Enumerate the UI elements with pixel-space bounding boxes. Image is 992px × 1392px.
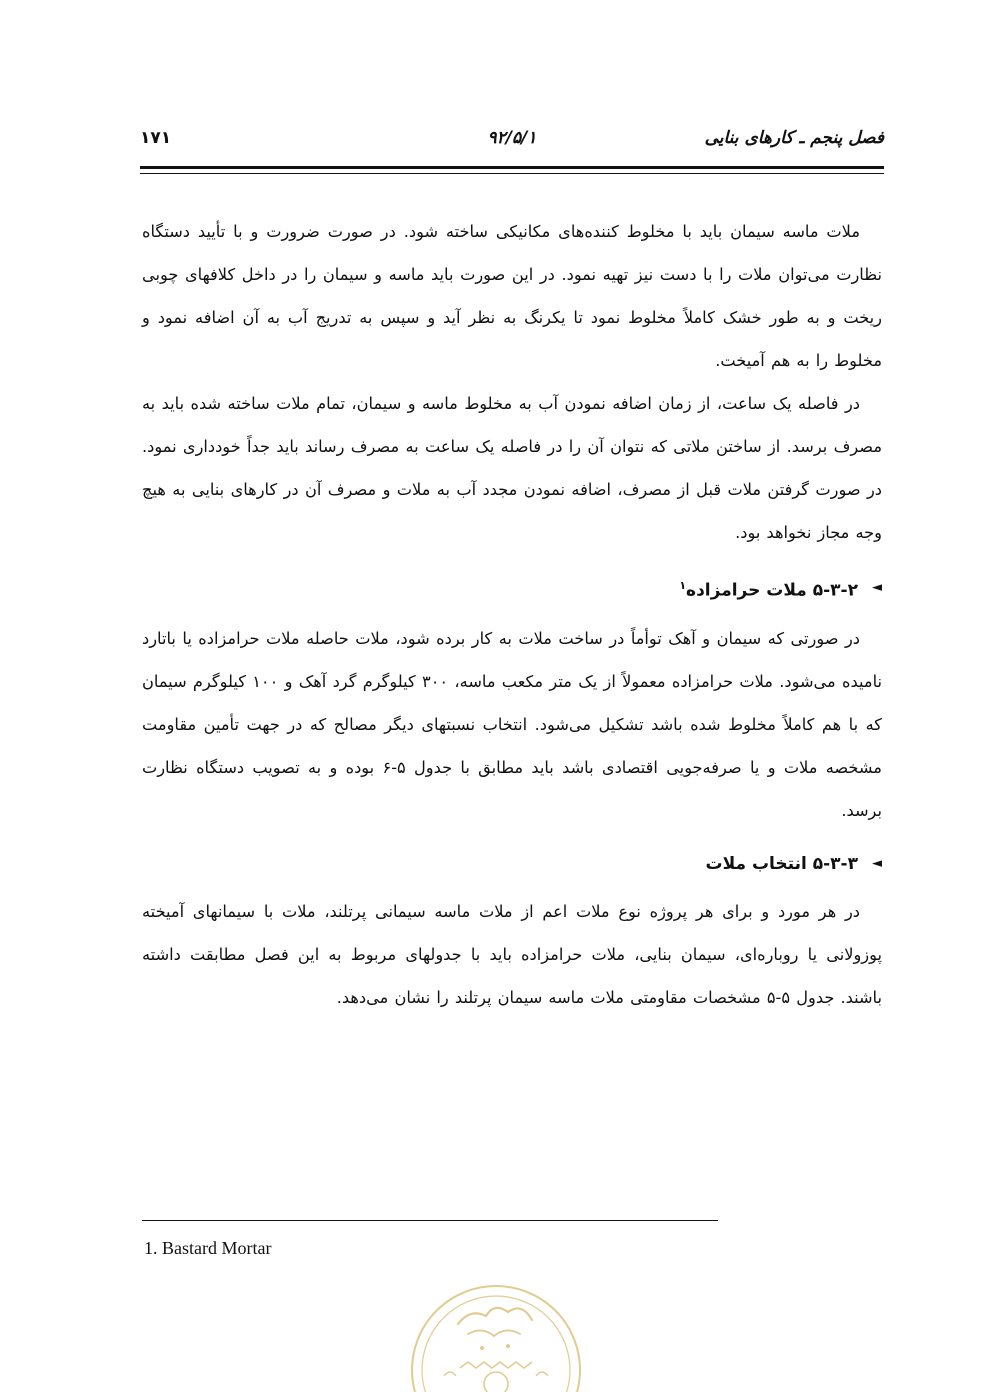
- seal-watermark: [398, 1272, 594, 1392]
- section-title: ۵-۳-۲ ملات حرامزاده$^۱$: [679, 579, 858, 601]
- chapter-title: فصل پنجم ـ کارهای بنایی: [704, 128, 884, 148]
- paragraph: در هر مورد و برای هر پروژه نوع ملات اعم از ملات ماسه سیمانی پرتلند، ملات با سیمانهای آمیخته پوزولانی یا روباره‌ای، سیمان بنایی، ملات حرامزاده باید با جدولهای مربوط به این فصل مطابقت داشته باشند. جدول ۵-۵ مشخصات مقاومتی ملات ماسه سیمان پرتلند را نشان می‌دهد.: [142, 901, 882, 1007]
- footnote-text: 1. Bastard Mortar: [144, 1238, 272, 1258]
- header-rule-thin: [140, 173, 884, 174]
- footnote-reference: ۱: [679, 579, 687, 592]
- paragraph: ملات ماسه سیمان باید با مخلوط کننده‌های مکانیکی ساخته شود. در صورت ضرورت و با تأیید دستگاه نظارت می‌توان ملات را با دست نیز تهیه نمود. در این صورت باید ماسه و سیمان را در داخل کلافهای چوبی ریخت و به طور خشک کاملاً مخلوط نمود تا یکرنگ به نظر آید و سپس به تدریج آب به آن اضافه نمود و مخلوط را به هم آمیخت.: [142, 222, 882, 370]
- section-heading-bastard-mortar: [142, 568, 882, 609]
- section-title: ۵-۳-۳ انتخاب ملات: [705, 853, 858, 874]
- running-header: [140, 128, 884, 158]
- paragraph: در صورتی که سیمان و آهک توأماً در ساخت ملات به کار برده شود، ملات حاصله ملات حرامزاده یا باتارد نامیده می‌شود. ملات حرامزاده معمولاً از یک متر مکعب ماسه، ۳۰۰ کیلوگرم گرد آهک و ۱۰۰ کیلوگرم سیمان که با هم کاملاً مخلوط شده باشد تشکیل می‌شود. انتخاب نسبتهای دیگر مصالح که در جهت تأمین مقاومت مشخصه ملات و یا صرفه‌جویی اقتصادی باشد باید مطابق با جدول ۵-۶ بوده و به تصویب دستگاه نظارت برسد.: [142, 628, 883, 820]
- paragraph: در فاصله یک ساعت، از زمان اضافه نمودن آب به مخلوط ماسه و سیمان، تمام ملات ساخته شده باید به مصرف برسد. از ساختن ملاتی که نتوان آن را در فاصله یک ساعت به مصرف رساند باید جداً خودداری نمود. در صورت گرفتن ملات قبل از مصرف، اضافه نمودن مجدد آب به ملات و مصرف آن در کارهای بنایی به هیچ وجه مجاز نخواهد بود.: [142, 394, 882, 542]
- triangle-marker-icon: ◄: [872, 855, 882, 871]
- header-date: ۹۲/۵/۱: [487, 128, 537, 148]
- section-heading-mortar-selection: [142, 846, 882, 882]
- page-number: ۱۷۱: [140, 128, 172, 148]
- header-rule-thick: [140, 166, 884, 169]
- footnote-rule: [142, 1220, 718, 1221]
- triangle-marker-icon: ◄: [872, 580, 882, 596]
- body-text: [142, 210, 882, 1019]
- seal-icon: [398, 1272, 594, 1392]
